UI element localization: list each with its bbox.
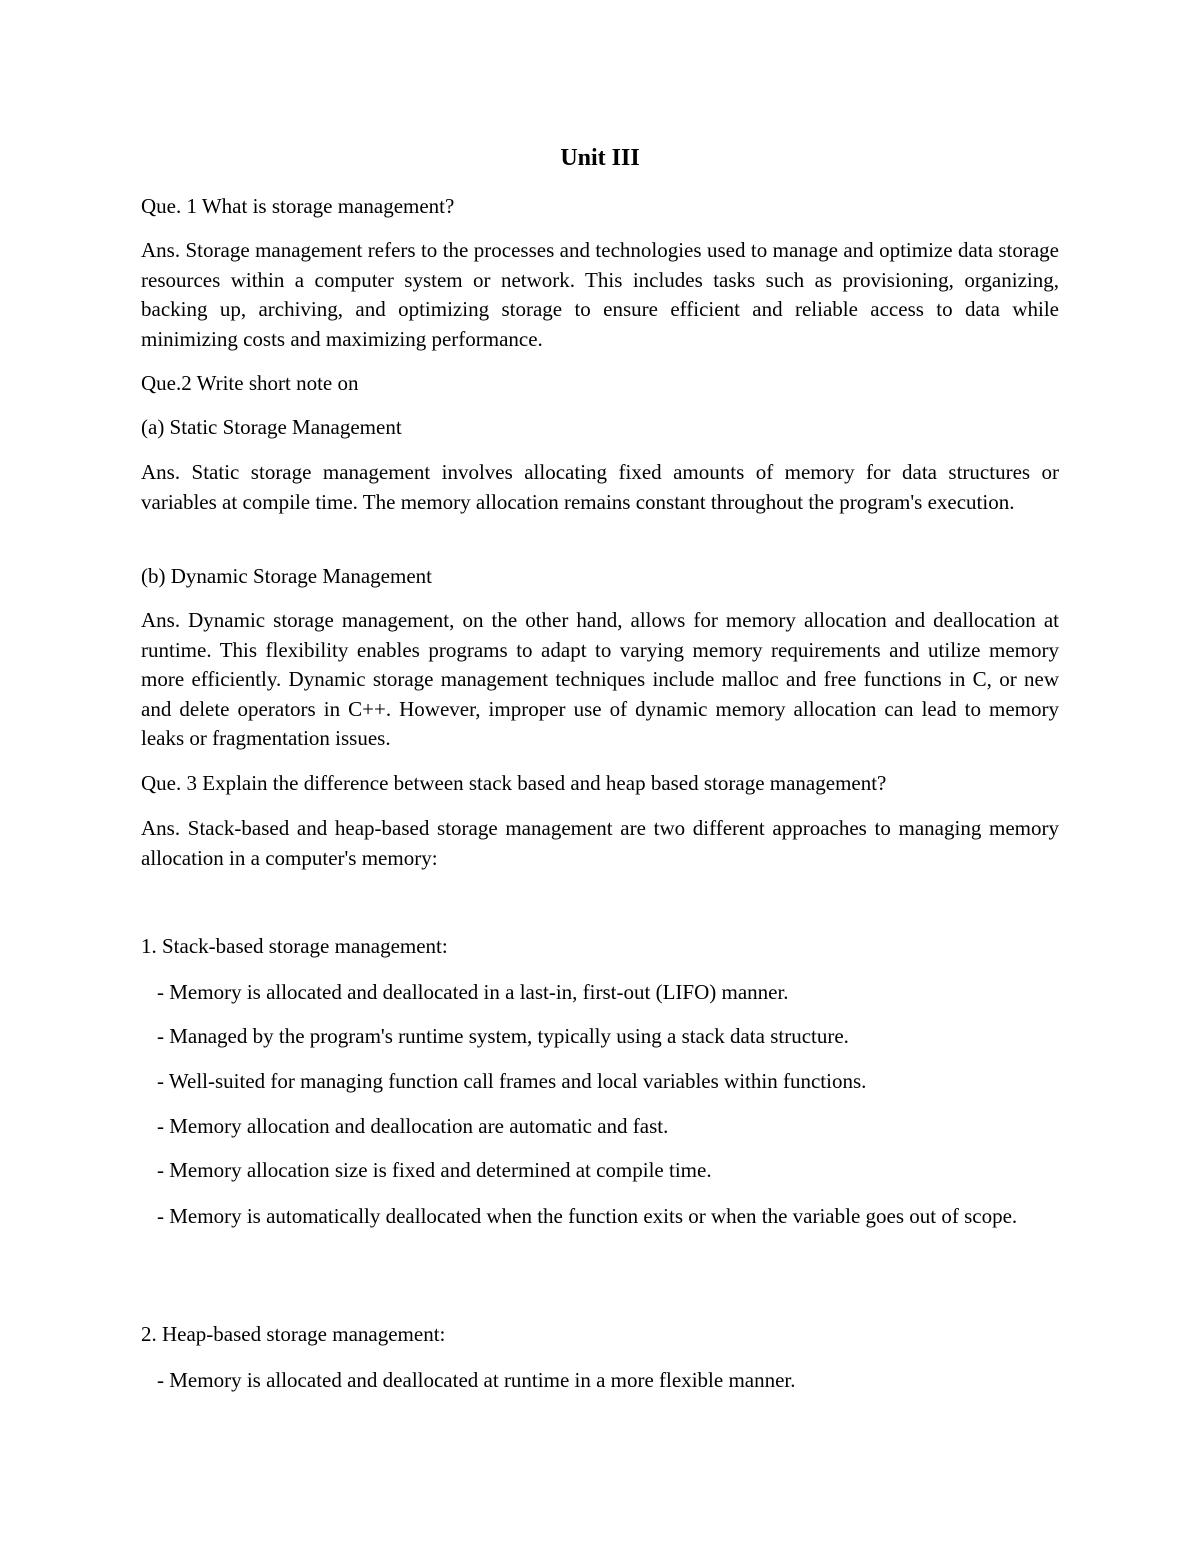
stack-point: - Memory is allocated and deallocated in a last-in, first-out (LIFO) manner. <box>157 980 789 1004</box>
page-title: Unit III <box>560 145 640 171</box>
question-2a-heading: (a) Static Storage Management <box>141 415 402 439</box>
stack-point: - Memory allocation and deallocation are automatic and fast. <box>157 1114 669 1138</box>
heap-point: - Memory is allocated and deallocated at runtime in a more flexible manner. <box>157 1368 796 1392</box>
question-2b-heading: (b) Dynamic Storage Management <box>141 564 432 588</box>
answer-2a: Ans. Static storage management involves allocating fixed amounts of memory for data structures or variables at compile time. The memory allocation remains constant throughout the program's execution. <box>141 460 1059 514</box>
question-3: Que. 3 Explain the difference between stack based and heap based storage management? <box>141 771 887 795</box>
question-2: Que.2 Write short note on <box>141 371 359 395</box>
stack-heading: 1. Stack-based storage management: <box>141 934 448 958</box>
stack-point: - Memory is automatically deallocated when the function exits or when the variable goes out of scope. <box>157 1204 1018 1228</box>
answer-3: Ans. Stack-based and heap-based storage management are two different approaches to managing memory allocation in a computer's memory: <box>141 816 1059 870</box>
stack-point: - Well-suited for managing function call frames and local variables within functions. <box>157 1069 867 1093</box>
stack-point: - Memory allocation size is fixed and determined at compile time. <box>157 1158 712 1182</box>
heap-heading: 2. Heap-based storage management: <box>141 1322 446 1346</box>
stack-point: - Managed by the program's runtime system, typically using a stack data structure. <box>157 1024 849 1048</box>
question-1: Que. 1 What is storage management? <box>141 194 455 218</box>
answer-1: Ans. Storage management refers to the processes and technologies used to manage and optimize data storage resources within a computer system or network. This includes tasks such as provisioning, organizing, backing up, archiving, and optimizing storage to ensure efficient and reliable access to data while minimizing costs and maximizing performance. <box>141 238 1059 351</box>
answer-2b: Ans. Dynamic storage management, on the other hand, allows for memory allocation and deallocation at runtime. This flexibility enables programs to adapt to varying memory requirements and utilize memory more efficiently. Dynamic storage management techniques include malloc and free functions in C, or new and delete operators in C++. However, improper use of dynamic memory allocation can lead to memory leaks or fragmentation issues. <box>141 608 1059 750</box>
